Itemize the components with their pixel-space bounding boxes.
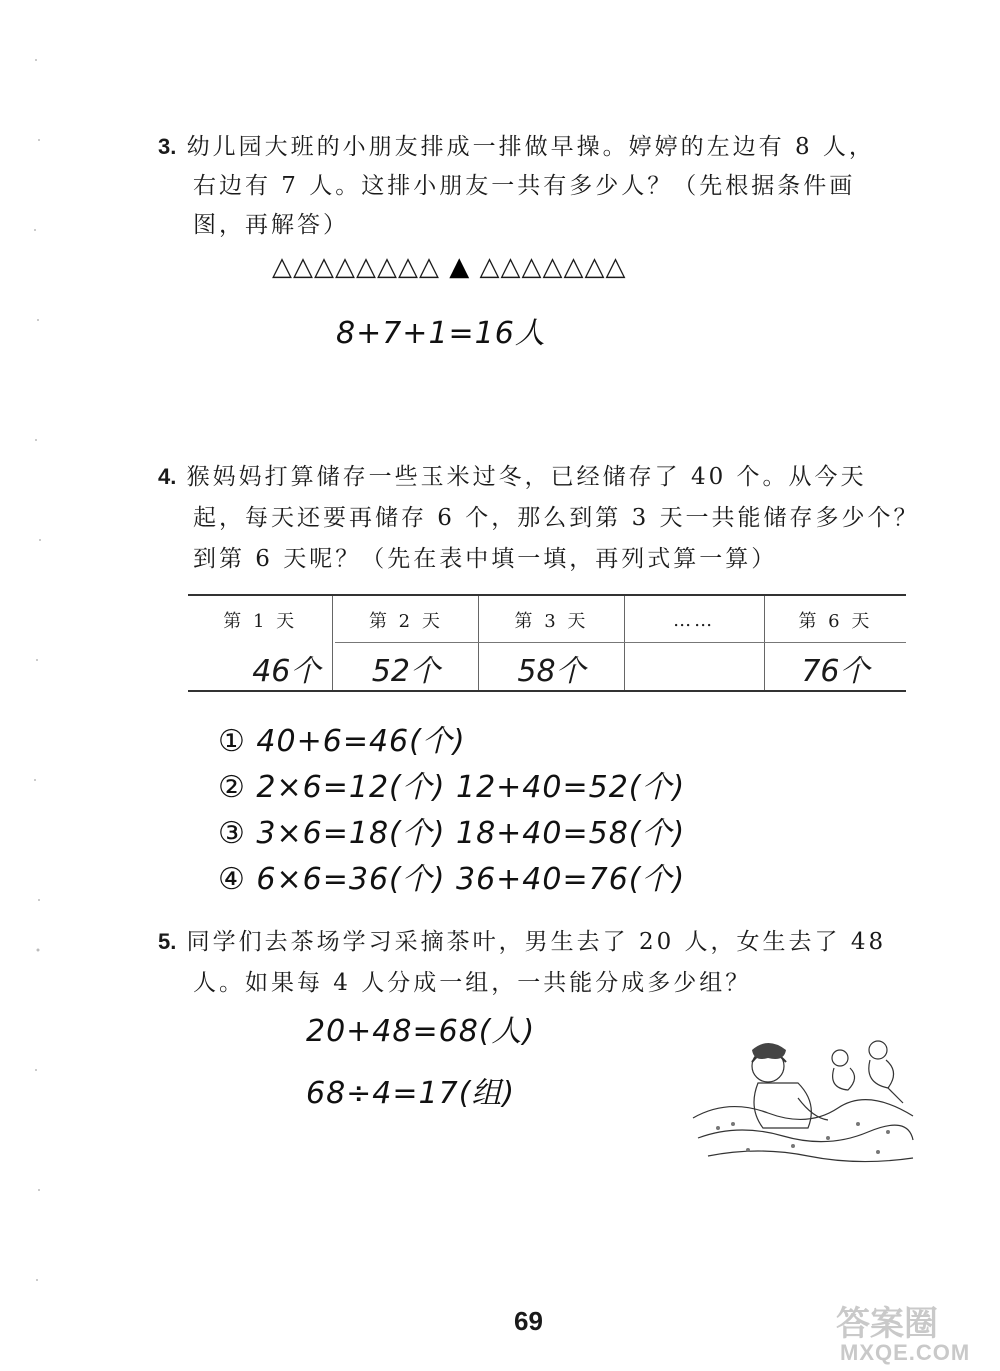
q4-line-3: [193, 540, 777, 573]
header-day-1: 第 1 天: [223, 611, 298, 632]
tea-picking-illustration: [688, 1028, 918, 1168]
speckle-dots: [30, 20, 46, 1320]
table-value-row: [188, 644, 906, 692]
header-day-2: 第 2 天: [333, 596, 479, 644]
value-day-3: 58个: [479, 644, 624, 692]
q5-work-2: 68÷4=17(组): [306, 1076, 516, 1111]
q5-line-2: [193, 964, 751, 997]
triangles-right: △△△△△△△: [479, 252, 627, 282]
q3-line-3: [193, 206, 349, 239]
q5-line-1: [158, 923, 886, 956]
q4-text-3: 到第 6 天呢？（先在表中填一填，再列式算一算）: [193, 546, 778, 572]
q3-answer: 8+7+1=16人: [336, 316, 546, 351]
q4-line-2: [193, 499, 920, 532]
page-number: 69: [514, 1306, 543, 1336]
q3-line-1: [158, 128, 875, 161]
q5-number: 5.: [158, 929, 177, 954]
margin-speckle: [30, 20, 46, 1320]
triangle-row: [272, 252, 626, 282]
watermark-url-text: MXQE.COM: [840, 1340, 971, 1365]
q3-text-1: 幼儿园大班的小朋友排成一排做早操。婷婷的左边有 8 人，: [186, 134, 875, 160]
triangles-left: △△△△△△△△: [272, 252, 440, 282]
watermark-logo: [836, 1296, 938, 1345]
value-ellipsis: [624, 644, 764, 692]
q4-line-1: [158, 458, 867, 491]
q4-text-2: 起，每天还要再储存 6 个，那么到第 3 天一共能储存多少个？: [193, 505, 920, 531]
value-day-2: 52个: [333, 644, 479, 692]
watermark-logo-text: 答案圈: [836, 1305, 938, 1343]
q5-text-1: 同学们去茶场学习采摘茶叶，男生去了 20 人，女生去了 48: [186, 929, 887, 955]
table-bottom-rule: [188, 690, 906, 692]
triangle-marked: ▲: [449, 252, 471, 282]
q4-work-4: ④ 6×6=36(个) 36+40=76(个): [218, 862, 686, 897]
q3-number: 3.: [158, 134, 177, 159]
header-ellipsis: ……: [624, 596, 764, 644]
q4-text-1: 猴妈妈打算储存一些玉米过冬，已经储存了 40 个。从今天: [186, 464, 867, 490]
watermark-url: [840, 1340, 970, 1366]
q3-line-2: [193, 167, 855, 200]
q4-number: 4.: [158, 464, 177, 489]
q3-text-3: 图，再解答）: [193, 212, 349, 238]
table-mid-rule: [335, 642, 906, 643]
q5-text-2: 人。如果每 4 人分成一组，一共能分成多少组？: [193, 970, 752, 996]
q3-text-2: 右边有 7 人。这排小朋友一共有多少人？（先根据条件画: [193, 173, 856, 199]
q5-work-1: 20+48=68(人): [306, 1014, 536, 1049]
header-day-6: 第 6 天: [764, 596, 906, 644]
value-day-6: 76个: [764, 644, 906, 692]
header-day-3: 第 3 天: [479, 596, 624, 644]
tea-picking-drawing: [688, 1028, 918, 1168]
days-table: [188, 596, 906, 692]
q4-work-3: ③ 3×6=18(个) 18+40=58(个): [218, 816, 686, 851]
q4-work-1: ① 40+6=46(个): [218, 724, 466, 759]
table-header-row: [188, 596, 906, 644]
q4-work-2: ② 2×6=12(个) 12+40=52(个): [218, 770, 686, 805]
value-day-1: 46个: [252, 654, 321, 689]
